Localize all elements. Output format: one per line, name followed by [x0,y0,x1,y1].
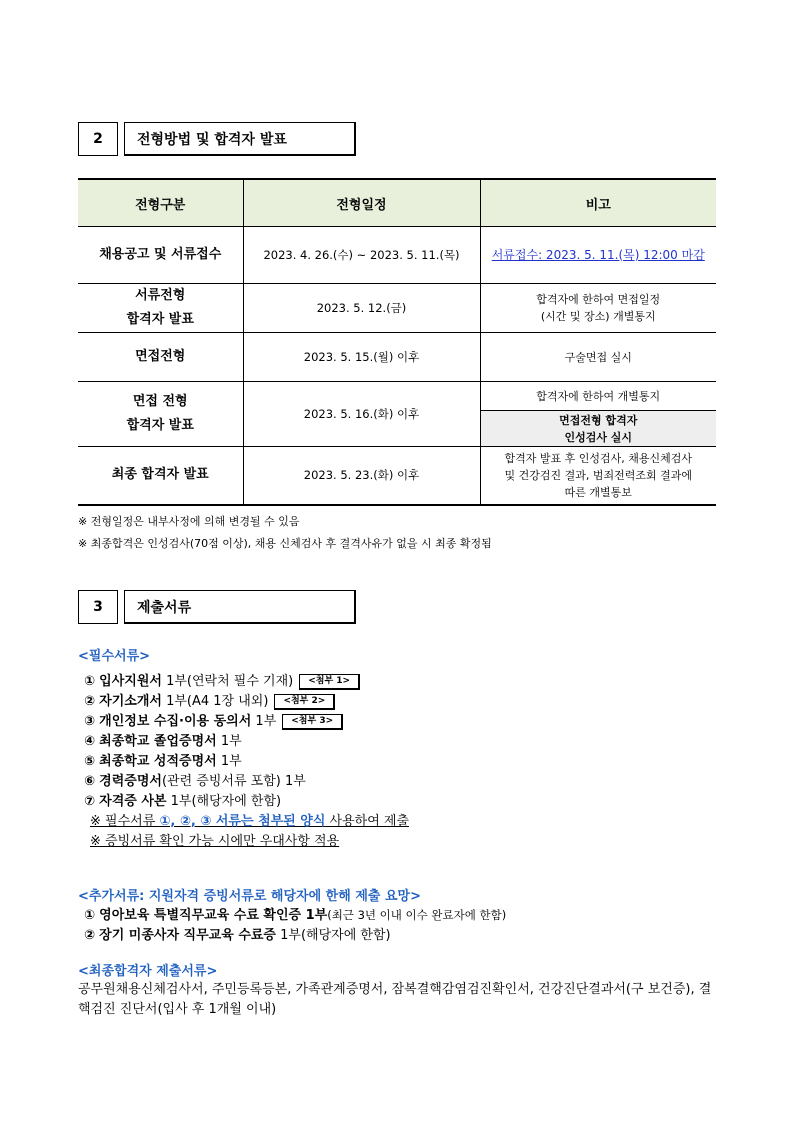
header-stage: 전형구분 [78,179,243,227]
section-3-header [78,590,356,624]
table-row [78,447,716,505]
list-item: ③ 개인정보 수집·이용 동의서 1부 <첨부 3> [84,712,409,732]
list-item: ② 자기소개서 1부(A4 1장 내외) <첨부 2> [84,692,409,712]
table-row [78,284,716,333]
table-row [78,333,716,382]
final-docs-heading: <최종합격자 제출서류> [78,964,218,979]
attachment-tag: <첨부 2> [274,694,335,710]
list-item: ⑤ 최종학교 성적증명서 1부 [84,754,242,769]
list-item: ① 영아보육 특별직무교육 수료 확인증 1부(최근 3년 이내 이수 완료자에 한함) [84,908,507,923]
schedule-table [78,178,716,506]
stage-cell [78,382,243,447]
note-cell-shaded [480,411,716,447]
header-note: 비고 [480,179,716,227]
additional-docs-list [84,905,506,946]
required-note: ※ 증빙서류 확인 가능 시에만 우대사항 적용 [90,834,340,849]
section-number: 3 [78,590,118,624]
list-item: ⑦ 자격증 사본 1부(해당자에 한함) [84,794,282,809]
table-row [78,227,716,284]
attachment-tag: <첨부 1> [299,674,360,690]
stage-cell [78,284,243,333]
stage-line: 면접 전형 [132,394,188,409]
note-line: 합격자에 한하여 면접일정 [536,293,661,306]
section-title: 전형방법 및 합격자 발표 [124,122,356,156]
list-item: ① 입사지원서 1부(연락처 필수 기재) <첨부 1> [84,672,409,692]
note-line: (시간 및 장소) 개별통지 [540,310,656,323]
required-docs-heading: <필수서류> [78,649,151,664]
date-cell: 2023. 5. 23.(화) 이후 [243,447,480,505]
table-header-row [78,179,716,227]
note-line: 및 건강검진 결과, 범죄전력조회 결과에 [504,468,692,482]
additional-docs-heading: <추가서류: 지원자격 증빙서류로 해당자에 한해 제출 요망> [78,889,421,904]
list-item: ④ 최종학교 졸업증명서 1부 [84,734,242,749]
date-cell: 2023. 5. 16.(화) 이후 [243,382,480,447]
section-2-header [78,122,356,156]
header-date: 전형일정 [243,179,480,227]
table-row [78,382,716,411]
schedule-note: ※ 전형일정은 내부사정에 의해 변경될 수 있음 [78,515,300,528]
schedule-note: ※ 최종합격은 인성검사(70점 이상), 채용 신체검사 후 결격사유가 없을 시 최종 확정됨 [78,537,492,550]
note-line: 따른 개별통보 [564,485,632,499]
note-cell [480,447,716,505]
date-cell: 2023. 5. 15.(월) 이후 [243,333,480,382]
stage-cell: 채용공고 및 서류접수 [78,227,243,284]
stage-cell: 면접전형 [78,333,243,382]
required-note: ※ 필수서류 ①, ②, ③ 서류는 첨부된 양식 사용하여 제출 [90,814,410,829]
note-line: 면접전형 합격자 [559,413,638,427]
note-cell: 구술면접 실시 [480,333,716,382]
date-cell: 2023. 4. 26.(수) ~ 2023. 5. 11.(목) [243,227,480,284]
note-cell: 합격자에 한하여 개별통지 [480,382,716,411]
list-item: ② 장기 미종사자 직무교육 수료증 1부(해당자에 한함) [84,928,391,943]
section-number: 2 [78,122,118,156]
note-line: 합격자 발표 후 인성검사, 채용신체검사 [504,451,692,465]
stage-line: 서류전형 [135,288,186,303]
stage-cell: 최종 합격자 발표 [78,447,243,505]
attachment-tag: <첨부 3> [282,714,343,730]
stage-line: 합격자 발표 [126,312,194,327]
note-cell [480,284,716,333]
deadline-link[interactable]: 서류접수: 2023. 5. 11.(목) 12:00 마감 [480,227,716,284]
list-item: ⑥ 경력증명서(관련 증빙서류 포함) 1부 [84,774,306,789]
required-docs-list [84,672,409,852]
stage-line: 합격자 발표 [126,418,194,433]
final-docs-text: 공무원채용신체검사서, 주민등록등본, 가족관계증명서, 잠복결핵감염검진확인서, 건강진단결과서(구 보건증), 결핵검진 진단서(입사 후 1개월 이내) [78,982,712,1017]
section-title: 제출서류 [124,590,356,624]
note-line: 인성검사 실시 [564,430,633,444]
date-cell: 2023. 5. 12.(금) [243,284,480,333]
